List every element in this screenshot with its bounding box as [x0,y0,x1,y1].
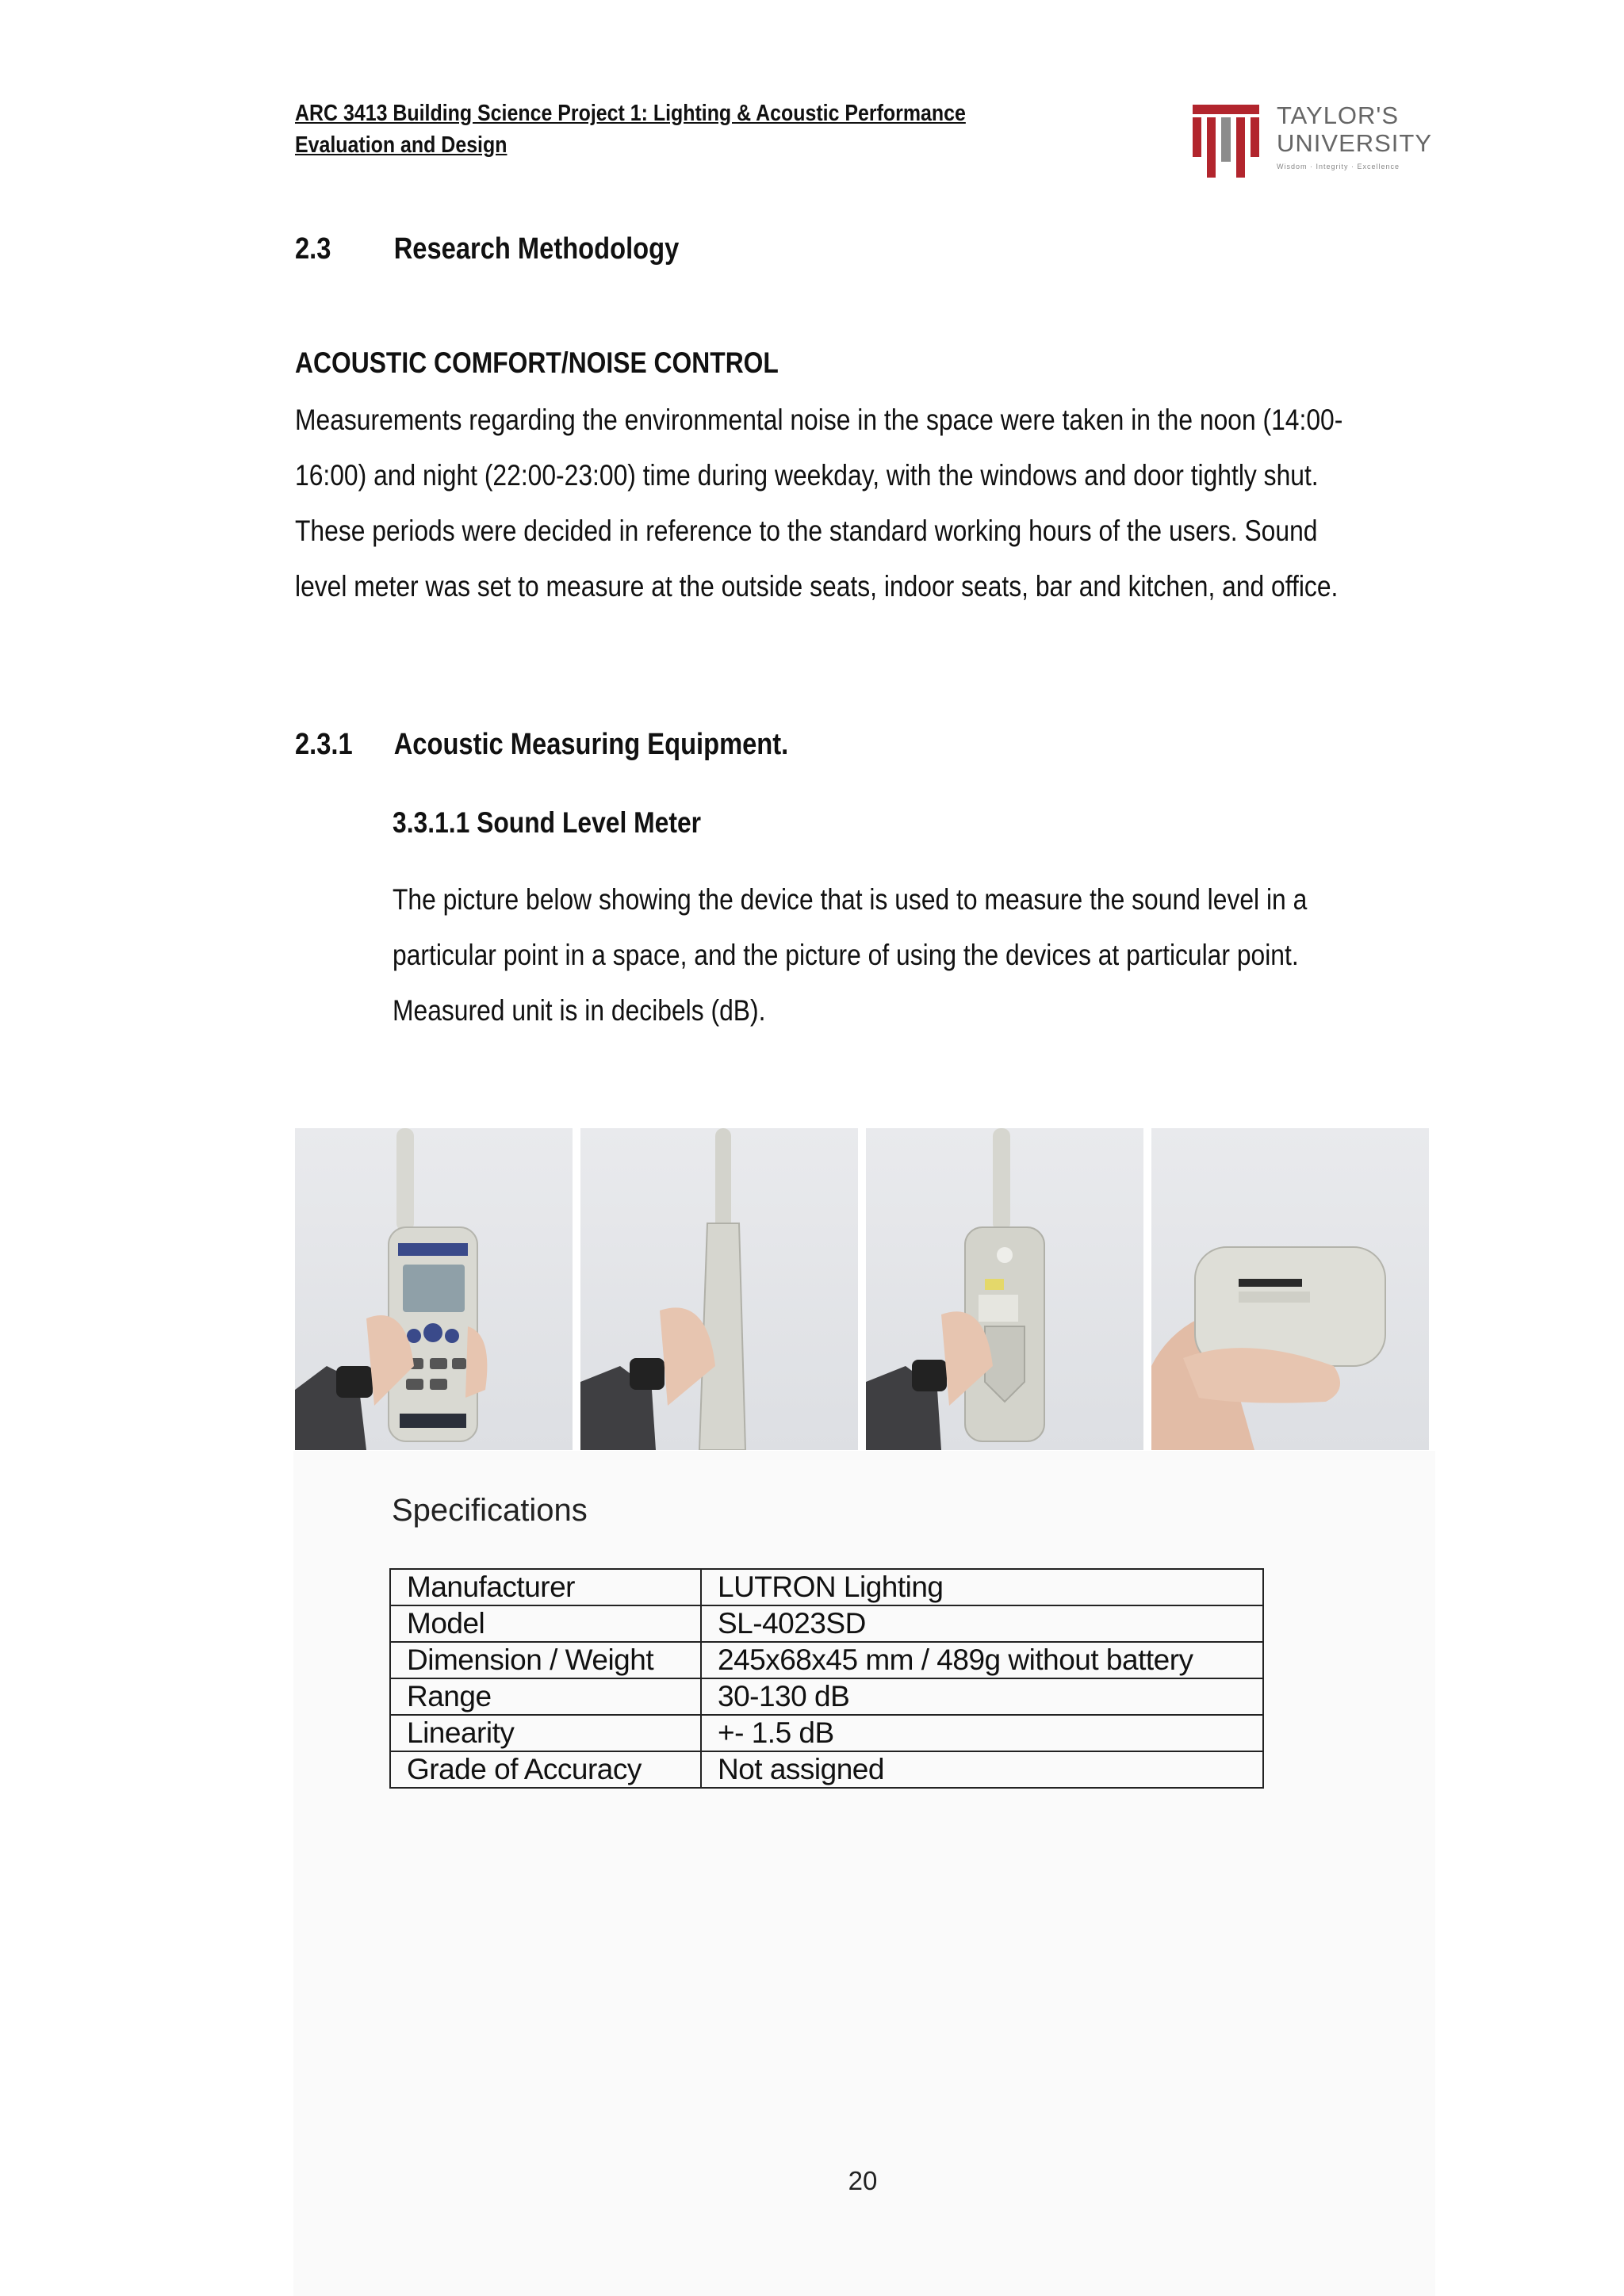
university-name: TAYLOR'S UNIVERSITY [1277,101,1433,157]
page-number: 20 [848,2166,878,2195]
device-photo-back [866,1128,1143,1450]
section-heading [295,229,679,269]
table-row [390,1642,1263,1678]
university-tagline: Wisdom · Integrity · Excellence [1277,163,1400,170]
meter-line: particular point in a space, and the picture of using the devices at particular point. [393,939,1299,971]
meter-line: The picture below showing the device that is used to measure the sound level in a [393,883,1308,916]
table-row [390,1605,1263,1642]
meter-paragraph [393,872,1307,1039]
header-title-line1: ARC 3413 Building Science Project 1: Lighting & Acoustic Performance [295,101,966,126]
acoustic-heading: ACOUSTIC COMFORT/NOISE CONTROL [295,346,779,379]
device-photo-strip [295,1128,1429,1450]
spec-key: Grade of Accuracy [390,1751,701,1788]
acoustic-line: These periods were decided in reference to the standard working hours of the users. Sound [295,515,1318,547]
spec-key: Model [390,1605,701,1642]
spec-value: +- 1.5 dB [701,1715,1263,1751]
table-row [390,1751,1263,1788]
acoustic-line: 16:00) and night (22:00-23:00) time during weekday, with the windows and door tightly shut. [295,459,1319,492]
table-row [390,1569,1263,1605]
device-photo-bottom [1151,1128,1429,1450]
header-title-line2: Evaluation and Design [295,132,508,158]
table-row [390,1678,1263,1715]
spec-value: SL-4023SD [701,1605,1263,1642]
acoustic-line: level meter was set to measure at the outside seats, indoor seats, bar and kitchen, and office. [295,570,1339,603]
spec-key: Dimension / Weight [390,1642,701,1678]
spec-key: Manufacturer [390,1569,701,1605]
university-emblem-icon [1189,101,1262,181]
acoustic-paragraph [295,392,1342,614]
university-logo [1189,101,1433,181]
spec-key: Linearity [390,1715,701,1751]
device-photo-side [580,1128,858,1450]
specifications-title: Specifications [392,1493,588,1528]
section-number: 2.3 [295,232,331,266]
spec-value: LUTRON Lighting [701,1569,1263,1605]
device-photo-front [295,1128,573,1450]
document-header [295,98,966,161]
subsection-number: 2.3.1 [295,728,353,761]
spec-value: 245x68x45 mm / 489g without battery [701,1642,1263,1678]
table-row [390,1715,1263,1751]
subsection-heading [295,725,788,764]
acoustic-line: Measurements regarding the environmental noise in the space were taken in the noon (14:00- [295,404,1343,436]
subsection-title: Acoustic Measuring Equipment. [393,728,789,761]
spec-value: Not assigned [701,1751,1263,1788]
specifications-table [389,1568,1264,1789]
meter-line: Measured unit is in decibels (dB). [393,994,766,1027]
meter-heading: 3.3.1.1 Sound Level Meter [393,806,702,839]
spec-value: 30-130 dB [701,1678,1263,1715]
section-title: Research Methodology [393,232,680,266]
spec-key: Range [390,1678,701,1715]
